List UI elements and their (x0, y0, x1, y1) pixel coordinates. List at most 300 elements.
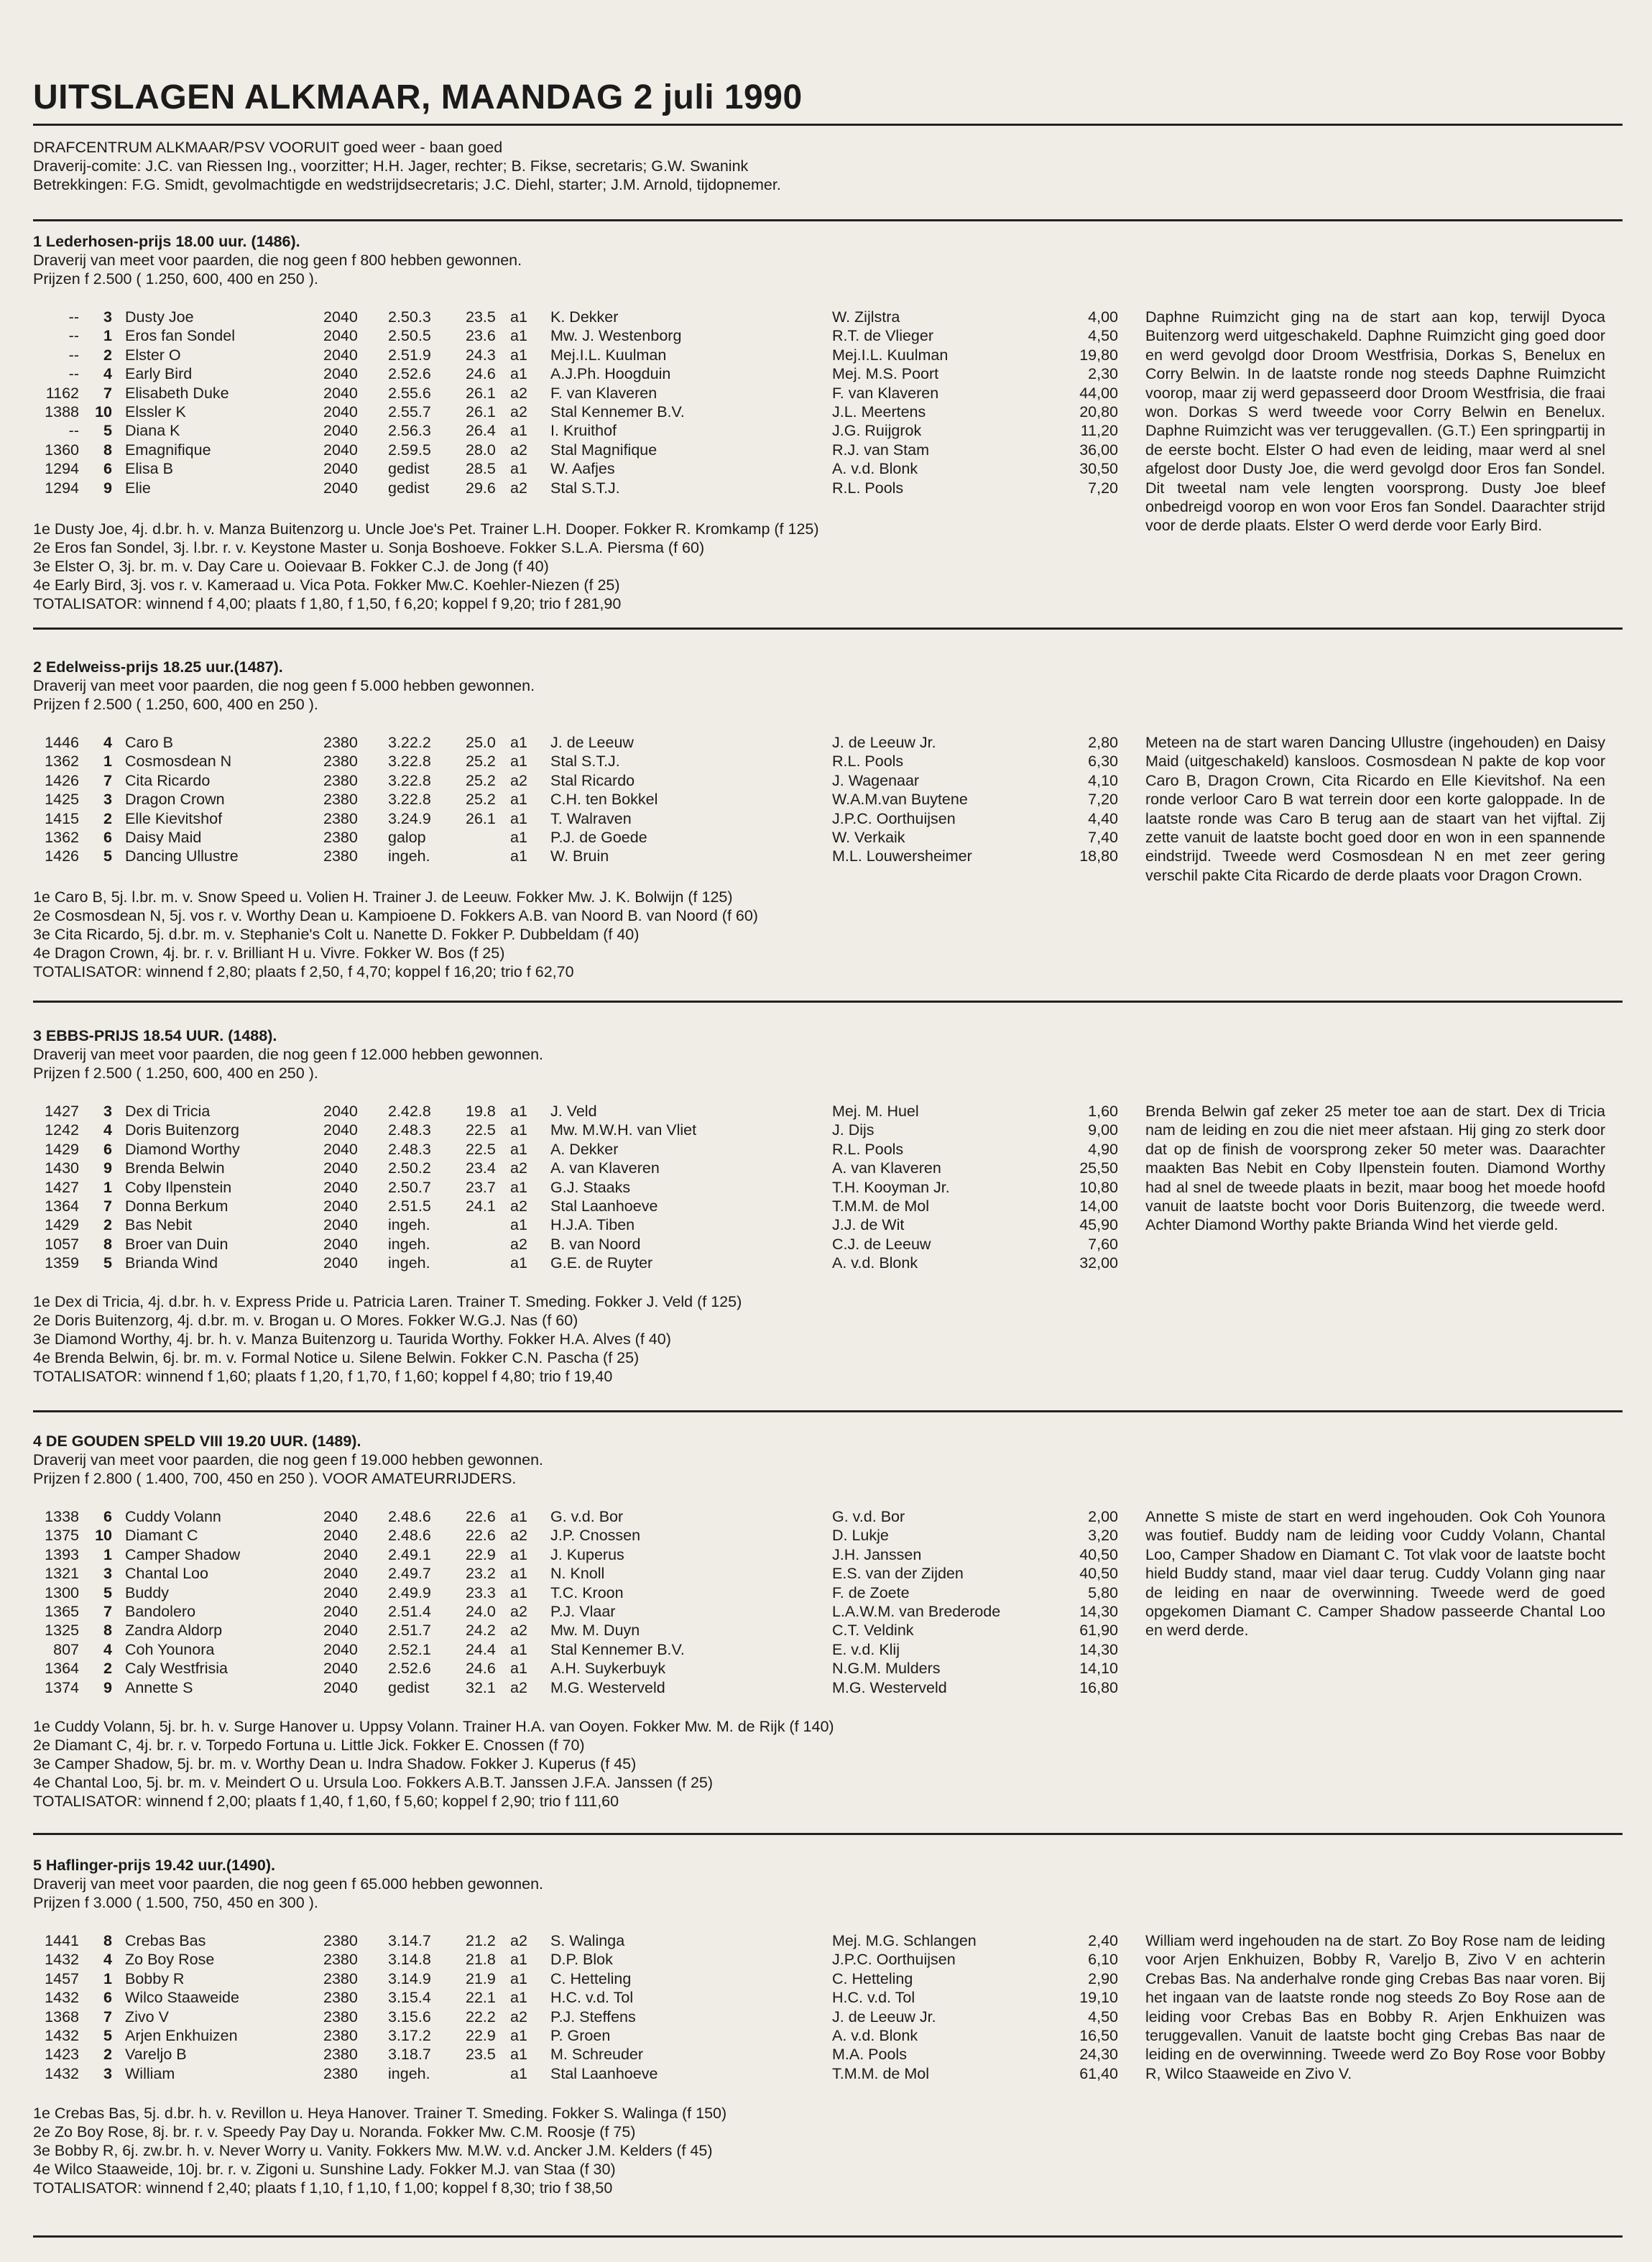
owner: A. van Klaveren (550, 1159, 660, 1177)
previous-race-number: 1415 (45, 809, 79, 827)
start-number: 5 (103, 1254, 112, 1272)
owner: Mej.I.L. Kuulman (550, 346, 667, 364)
start-number: 1 (103, 1969, 112, 1987)
start-number: 5 (103, 2026, 112, 2044)
owner: Stal S.T.J. (550, 753, 620, 771)
horse-name: Zivo V (125, 2008, 169, 2026)
horse-name: Doris Buitenzorg (125, 1121, 239, 1139)
previous-race-number: 1300 (45, 1583, 79, 1601)
distance: 2380 (323, 1989, 358, 2007)
finish-time: 2.42.8 (388, 1103, 431, 1120)
distance: 2380 (323, 753, 358, 771)
placing-line: 1e Cuddy Volann, 5j. br. h. v. Surge Hanover u. Uppsy Volann. Trainer H.A. van Ooyen. Fokker Mw. M. de Rijk (f 140) (33, 1718, 834, 1735)
start-number: 2 (103, 346, 112, 364)
odds: 7,40 (1088, 828, 1118, 846)
finish-time: 3.22.8 (388, 771, 431, 789)
distance: 2380 (323, 2026, 358, 2044)
horse-name: Eros fan Sondel (125, 327, 235, 345)
finish-time: 2.55.6 (388, 384, 431, 402)
finish-time: 3.22.8 (388, 753, 431, 771)
kilometer-time: 26.1 (466, 384, 496, 402)
owner: M. Schreuder (550, 2046, 644, 2064)
owner: M.G. Westerveld (550, 1678, 665, 1696)
divider (33, 124, 1623, 126)
finish-time: 2.48.6 (388, 1508, 431, 1525)
owner: G.J. Staaks (550, 1178, 631, 1196)
start-line: a2 (510, 479, 527, 497)
start-line: a1 (510, 1969, 527, 1987)
meeting-line: Betrekkingen: F.G. Smidt, gevolmachtigde en wedstrijdsecretaris; J.C. Diehl, starter; J.M. Arnold, tijdopnemer. (33, 176, 781, 193)
driver: J.J. de Wit (832, 1216, 905, 1234)
driver: G. v.d. Bor (832, 1508, 905, 1525)
table-row (33, 1678, 1140, 1697)
driver: J.P.C. Oorthuijsen (832, 809, 956, 827)
odds: 10,80 (1079, 1178, 1118, 1196)
start-line: a1 (510, 791, 527, 809)
finish-time: ingeh. (388, 2064, 430, 2082)
odds: 4,10 (1088, 771, 1118, 789)
start-line: a2 (510, 1622, 527, 1640)
previous-race-number: 1364 (45, 1660, 79, 1678)
distance: 2040 (323, 1640, 358, 1658)
placing-line: 2e Cosmosdean N, 5j. vos r. v. Worthy Dean u. Kampioene D. Fokkers A.B. van Noord B. van Noord (f 60) (33, 907, 758, 924)
start-line: a2 (510, 1159, 527, 1177)
start-number: 4 (103, 1121, 112, 1139)
table-row (33, 1564, 1140, 1583)
driver: R.L. Pools (832, 753, 904, 771)
owner: A.H. Suykerbuyk (550, 1660, 666, 1678)
race-report: Meteen na de start waren Dancing Ullustre (ingehouden) en Daisy Maid (uitgeschakeld) kansloos. Cosmosdean N pakte de kop voor Caro B, Dragon Crown, Cita Ricardo en Elle Kievitshof. Na een ronde verloor Caro B wat terrein door een korte galoppade. In de laatste ronde was Caro B terug aan de staart van het vijftal. Zij zette vanuit de laatste bocht goed door en won in een spannende eindstrijd. Tweede werd Cosmosdean N en met zeer gering verschil pakte Cita Ricardo de derde plaats voor Dragon Crown. (1145, 734, 1605, 884)
table-row (33, 459, 1140, 478)
start-number: 6 (103, 828, 112, 846)
previous-race-number: 1362 (45, 753, 79, 771)
distance: 2380 (323, 847, 358, 865)
race-title: 2 Edelweiss-prijs 18.25 uur.(1487). (33, 658, 283, 676)
results-table (33, 1102, 1140, 1273)
kilometer-time: 26.1 (466, 403, 496, 420)
divider (33, 1001, 1623, 1003)
start-number: 2 (103, 1660, 112, 1678)
odds: 40,50 (1079, 1545, 1118, 1563)
race-title: 1 Lederhosen-prijs 18.00 uur. (1486). (33, 233, 300, 250)
odds: 20,80 (1079, 403, 1118, 420)
start-line: a1 (510, 1545, 527, 1563)
divider (33, 1833, 1623, 1835)
odds: 14,10 (1079, 1660, 1118, 1678)
table-row (33, 441, 1140, 459)
finish-time: 3.14.9 (388, 1969, 431, 1987)
kilometer-time: 23.5 (466, 2046, 496, 2064)
divider (33, 627, 1623, 630)
finish-time: 2.51.5 (388, 1197, 431, 1215)
odds: 45,90 (1079, 1216, 1118, 1234)
previous-race-number: 1325 (45, 1622, 79, 1640)
finish-time: 2.48.6 (388, 1527, 431, 1545)
previous-race-number: 1368 (45, 2008, 79, 2026)
finish-time: 2.48.3 (388, 1121, 431, 1139)
previous-race-number: 1432 (45, 2064, 79, 2082)
owner: P. Groen (550, 2026, 611, 2044)
race-report: Annette S miste de start en werd ingehouden. Ook Coh Younora was foutief. Buddy nam de leiding voor Cuddy Volann, Chantal Loo, Camper Shadow en Diamant C. Tot vlak voor de laatste bocht hield Buddy stand, maar viel daar terug. Cuddy Volann ging naar de leiding en naar de overwinning. Tweede werd de goed opgekomen Diamant C. Camper Shadow passeerde Chantal Loo en werd derde. (1145, 1508, 1605, 1640)
previous-race-number: 1446 (45, 734, 79, 751)
distance: 2380 (323, 1951, 358, 1969)
owner: S. Walinga (550, 1932, 625, 1949)
driver: A. v.d. Blonk (832, 1254, 918, 1272)
distance: 2040 (323, 1545, 358, 1563)
start-number: 7 (103, 1197, 112, 1215)
kilometer-time: 23.4 (466, 1159, 496, 1177)
table-row (33, 1102, 1140, 1121)
divider (33, 2235, 1623, 2238)
start-line: a1 (510, 308, 527, 326)
odds: 18,80 (1079, 847, 1118, 865)
race-conditions: Draverij van meet voor paarden, die nog geen f 12.000 hebben gewonnen. (33, 1046, 544, 1063)
start-number: 8 (103, 1622, 112, 1640)
placing-line: 1e Dex di Tricia, 4j. d.br. h. v. Express Pride u. Patricia Laren. Trainer T. Smeding. Fokker J. Veld (f 125) (33, 1293, 742, 1310)
start-line: a2 (510, 1527, 527, 1545)
odds: 36,00 (1079, 441, 1118, 459)
start-number: 9 (103, 1159, 112, 1177)
driver: Mej. M.S. Poort (832, 365, 939, 383)
kilometer-time: 24.4 (466, 1640, 496, 1658)
results-table (33, 1507, 1140, 1697)
kilometer-time: 22.6 (466, 1508, 496, 1525)
odds: 4,50 (1088, 327, 1118, 345)
race-prizes: Prijzen f 3.000 ( 1.500, 750, 450 en 300 ). (33, 1894, 318, 1911)
distance: 2380 (323, 2064, 358, 2082)
placing-line: 1e Dusty Joe, 4j. d.br. h. v. Manza Buitenzorg u. Uncle Joe's Pet. Trainer L.H. Dooper. Fokker R. Kromkamp (f 125) (33, 520, 819, 538)
horse-name: Bobby R (125, 1969, 185, 1987)
kilometer-time: 25.0 (466, 734, 496, 751)
finish-time: galop (388, 828, 426, 846)
distance: 2040 (323, 1178, 358, 1196)
meeting-info (33, 138, 781, 194)
odds: 61,40 (1079, 2064, 1118, 2082)
race-prizes: Prijzen f 2.500 ( 1.250, 600, 400 en 250 ). (33, 270, 318, 288)
kilometer-time: 24.6 (466, 1660, 496, 1678)
odds: 4,90 (1088, 1140, 1118, 1158)
kilometer-time: 28.0 (466, 441, 496, 459)
kilometer-time: 29.6 (466, 479, 496, 497)
driver: J.L. Meertens (832, 403, 926, 420)
horse-name: Dex di Tricia (125, 1103, 211, 1120)
previous-race-number: 1162 (45, 384, 79, 402)
previous-race-number: 1432 (45, 1951, 79, 1969)
race-prizes: Prijzen f 2.500 ( 1.250, 600, 400 en 250 ). (33, 1065, 318, 1082)
odds: 16,50 (1079, 2026, 1118, 2044)
start-line: a1 (510, 365, 527, 383)
kilometer-time: 23.2 (466, 1565, 496, 1583)
owner: Stal Laanhoeve (550, 2064, 658, 2082)
driver: N.G.M. Mulders (832, 1660, 941, 1678)
previous-race-number: 1423 (45, 2046, 79, 2064)
distance: 2040 (323, 441, 358, 459)
driver: C. Hetteling (832, 1969, 913, 1987)
previous-race-number: 1441 (45, 1932, 79, 1949)
placing-line: 2e Eros fan Sondel, 3j. l.br. r. v. Keystone Master u. Sonja Boshoeve. Fokker S.L.A. Piersma (f 60) (33, 539, 705, 556)
race-notes (33, 888, 758, 981)
driver: E.S. van der Zijden (832, 1565, 964, 1583)
start-number: 5 (103, 422, 112, 440)
start-number: 7 (103, 1602, 112, 1620)
finish-time: 2.48.3 (388, 1140, 431, 1158)
odds: 2,40 (1088, 1932, 1118, 1949)
previous-race-number: 1427 (45, 1178, 79, 1196)
owner: H.J.A. Tiben (550, 1216, 635, 1234)
totalisator-line: TOTALISATOR: winnend f 4,00; plaats f 1,80, f 1,50, f 6,20; koppel f 9,20; trio f 281,90 (33, 595, 622, 612)
start-number: 7 (103, 2008, 112, 2026)
race-prizes: Prijzen f 2.800 ( 1.400, 700, 450 en 250 ). VOOR AMATEURRIJDERS. (33, 1470, 517, 1487)
driver: D. Lukje (832, 1527, 889, 1545)
start-number: 7 (103, 771, 112, 789)
kilometer-time: 26.1 (466, 809, 496, 827)
odds: 7,60 (1088, 1235, 1118, 1253)
previous-race-number: -- (68, 308, 79, 326)
table-row (33, 1254, 1140, 1272)
previous-race-number: 1426 (45, 771, 79, 789)
table-row (33, 1950, 1140, 1969)
start-number: 8 (103, 1235, 112, 1253)
owner: A.J.Ph. Hoogduin (550, 365, 671, 383)
horse-name: Diamond Worthy (125, 1140, 240, 1158)
odds: 16,80 (1079, 1678, 1118, 1696)
distance: 2380 (323, 734, 358, 751)
distance: 2040 (323, 384, 358, 402)
kilometer-time: 23.5 (466, 308, 496, 326)
owner: Stal Ricardo (550, 771, 635, 789)
table-row (33, 1621, 1140, 1640)
owner: Mw. M.W.H. van Vliet (550, 1121, 697, 1139)
placing-line: 3e Bobby R, 6j. zw.br. h. v. Never Worry u. Vanity. Fokkers Mw. M.W. v.d. Ancker J.M. Kelders (f 45) (33, 2142, 713, 2159)
owner: C.H. ten Bokkel (550, 791, 658, 809)
distance: 2040 (323, 1678, 358, 1696)
odds: 2,80 (1088, 734, 1118, 751)
odds: 1,60 (1088, 1103, 1118, 1120)
driver: Mej. M.G. Schlangen (832, 1932, 977, 1949)
distance: 2040 (323, 1508, 358, 1525)
start-line: a1 (510, 828, 527, 846)
finish-time: ingeh. (388, 847, 430, 865)
table-row (33, 2008, 1140, 2026)
race-conditions: Draverij van meet voor paarden, die nog geen f 65.000 hebben gewonnen. (33, 1875, 544, 1893)
race-report: William werd ingehouden na de start. Zo Boy Rose nam de leiding voor Arjen Enkhuizen, Bobby R, Vareljo B, Zivo V en achterin Crebas Bas. Na anderhalve ronde ging Crebas Bas naar voren. Bij het ingaan van de laatste ronde nog steeds Zo Boy Rose aan de leiding voor Crebas Bas en Bobby R. Arjen Enkhuizen was teruggevallen. Vanuit de laatste bocht ging Crebas Bas naar de leiding en de overwinning. Tweede werd Zo Boy Rose voor Bobby R, Wilco Staaweide en Zivo V. (1145, 1932, 1605, 2082)
race-notes (33, 520, 819, 613)
kilometer-time: 22.1 (466, 1989, 496, 2007)
odds: 7,20 (1088, 479, 1118, 497)
horse-name: Daisy Maid (125, 828, 202, 846)
finish-time: ingeh. (388, 1235, 430, 1253)
horse-name: Elie (125, 479, 151, 497)
owner: A. Dekker (550, 1140, 619, 1158)
kilometer-time: 26.4 (466, 422, 496, 440)
finish-time: 2.50.2 (388, 1159, 431, 1177)
horse-name: Donna Berkum (125, 1197, 229, 1215)
table-row (33, 1969, 1140, 1988)
start-line: a1 (510, 1103, 527, 1120)
distance: 2040 (323, 1565, 358, 1583)
distance: 2040 (323, 403, 358, 420)
start-number: 2 (103, 809, 112, 827)
start-line: a2 (510, 1235, 527, 1253)
kilometer-time: 21.2 (466, 1932, 496, 1949)
odds: 25,50 (1079, 1159, 1118, 1177)
driver: E. v.d. Klij (832, 1640, 900, 1658)
race-prizes: Prijzen f 2.500 ( 1.250, 600, 400 en 250 ). (33, 696, 318, 713)
previous-race-number: -- (68, 346, 79, 364)
owner: W. Aafjes (550, 460, 615, 478)
race-title: 4 DE GOUDEN SPELD VIII 19.20 UUR. (1489). (33, 1433, 361, 1450)
previous-race-number: 1359 (45, 1254, 79, 1272)
owner: C. Hetteling (550, 1969, 632, 1987)
driver: T.M.M. de Mol (832, 2064, 929, 2082)
distance: 2380 (323, 828, 358, 846)
horse-name: Bandolero (125, 1602, 196, 1620)
results-table (33, 308, 1140, 497)
start-number: 3 (103, 1565, 112, 1583)
start-number: 3 (103, 2064, 112, 2082)
finish-time: 2.51.4 (388, 1602, 431, 1620)
start-line: a1 (510, 327, 527, 345)
driver: R.L. Pools (832, 479, 904, 497)
horse-name: Cita Ricardo (125, 771, 211, 789)
start-line: a1 (510, 1140, 527, 1158)
finish-time: ingeh. (388, 1254, 430, 1272)
previous-race-number: -- (68, 327, 79, 345)
driver: J.G. Ruijgrok (832, 422, 922, 440)
horse-name: Elisa B (125, 460, 173, 478)
owner: K. Dekker (550, 308, 619, 326)
finish-time: 2.49.7 (388, 1565, 431, 1583)
race-header (33, 658, 1623, 714)
horse-name: Dancing Ullustre (125, 847, 239, 865)
start-line: a1 (510, 2046, 527, 2064)
owner: G.E. de Ruyter (550, 1254, 653, 1272)
horse-name: Caro B (125, 734, 173, 751)
driver: W. Zijlstra (832, 308, 900, 326)
table-row (33, 346, 1140, 364)
horse-name: Elster O (125, 346, 181, 364)
distance: 2040 (323, 365, 358, 383)
finish-time: ingeh. (388, 1216, 430, 1234)
horse-name: Elle Kievitshof (125, 809, 223, 827)
start-line: a1 (510, 346, 527, 364)
start-line: a1 (510, 1254, 527, 1272)
finish-time: 2.50.5 (388, 327, 431, 345)
table-row (33, 1659, 1140, 1678)
kilometer-time: 22.5 (466, 1140, 496, 1158)
table-row (33, 2064, 1140, 2083)
start-line: a2 (510, 1678, 527, 1696)
odds: 32,00 (1079, 1254, 1118, 1272)
finish-time: gedist (388, 1678, 430, 1696)
kilometer-time: 24.1 (466, 1197, 496, 1215)
finish-time: 2.52.6 (388, 1660, 431, 1678)
owner: T.C. Kroon (550, 1583, 624, 1601)
race-3 (33, 1026, 1623, 1385)
distance: 2040 (323, 327, 358, 345)
race-header (33, 1856, 1623, 1912)
horse-name: Coby Ilpenstein (125, 1178, 232, 1196)
previous-race-number: 1365 (45, 1602, 79, 1620)
horse-name: Elssler K (125, 403, 186, 420)
owner: J. de Leeuw (550, 734, 634, 751)
finish-time: 2.51.7 (388, 1622, 431, 1640)
finish-time: 3.18.7 (388, 2046, 431, 2064)
previous-race-number: -- (68, 422, 79, 440)
kilometer-time: 23.7 (466, 1178, 496, 1196)
owner: H.C. v.d. Tol (550, 1989, 634, 2007)
horse-name: Brenda Belwin (125, 1159, 225, 1177)
table-row (33, 1140, 1140, 1159)
odds: 30,50 (1079, 460, 1118, 478)
distance: 2040 (323, 1622, 358, 1640)
finish-time: 2.49.9 (388, 1583, 431, 1601)
finish-time: 2.55.7 (388, 403, 431, 420)
totalisator-line: TOTALISATOR: winnend f 2,40; plaats f 1,10, f 1,10, f 1,00; koppel f 8,30; trio f 38,50 (33, 2179, 613, 2197)
table-row (33, 1159, 1140, 1177)
odds: 19,10 (1079, 1989, 1118, 2007)
horse-name: Dragon Crown (125, 791, 225, 809)
driver: C.J. de Leeuw (832, 1235, 931, 1253)
start-number: 4 (103, 365, 112, 383)
distance: 2040 (323, 1103, 358, 1120)
horse-name: William (125, 2064, 175, 2082)
table-row (33, 809, 1140, 828)
finish-time: 3.22.2 (388, 734, 431, 751)
horse-name: Cuddy Volann (125, 1508, 221, 1525)
kilometer-time: 22.6 (466, 1527, 496, 1545)
table-row (33, 847, 1140, 865)
start-number: 4 (103, 734, 112, 751)
kilometer-time: 25.2 (466, 771, 496, 789)
distance: 2040 (323, 1254, 358, 1272)
finish-time: 2.52.6 (388, 365, 431, 383)
start-number: 9 (103, 479, 112, 497)
owner: Stal Magnifique (550, 441, 657, 459)
horse-name: Bas Nebit (125, 1216, 193, 1234)
placing-line: 2e Diamant C, 4j. br. r. v. Torpedo Fortuna u. Little Jick. Fokker E. Cnossen (f 70) (33, 1737, 585, 1754)
race-report: Daphne Ruimzicht ging na de start aan kop, terwijl Dyoca Buitenzorg werd uitgeschakeld. Daphne Ruimzicht ging goed door en werd gevolgd door Droom Westfrisia, Dorkas S, Benelux en Corry Belwin. In de laatste ronde nog steeds Daphne Ruimzicht voorop, maar zij werd gepasseerd door Droom Westfrisia, die fraai won. Dorkas S werd tweede voor Corry Belwin en Benelux. Daphne Ruimzicht was ver teruggevallen. (G.T.) Een springpartij in de eerste bocht. Elster O had even de leiding, maar werd al snel afgelost door Dusty Joe, die werd gevolgd door Eros fan Sondel. Dit tweetal nam vele lengten voorsprong. Dusty Joe bleef onbedreigd voorop en won voor Eros fan Sondel. Daarachter strijd voor de derde plaats. Elster O werd derde voor Early Bird. (1145, 308, 1605, 535)
start-line: a1 (510, 2064, 527, 2082)
start-number: 9 (103, 1678, 112, 1696)
owner: Stal Laanhoeve (550, 1197, 658, 1215)
odds: 14,30 (1079, 1640, 1118, 1658)
race-header (33, 1432, 1623, 1488)
driver: F. de Zoete (832, 1583, 910, 1601)
driver: A. van Klaveren (832, 1159, 941, 1177)
horse-name: Coh Younora (125, 1640, 215, 1658)
start-number: 5 (103, 847, 112, 865)
driver: M.A. Pools (832, 2046, 907, 2064)
odds: 6,30 (1088, 753, 1118, 771)
kilometer-time: 28.5 (466, 460, 496, 478)
race-report: Brenda Belwin gaf zeker 25 meter toe aan de start. Dex di Tricia nam de leiding en zou die niet meer afstaan. Hij ging zo sterk door dat op de finish de voorsprong zeker 50 meter was. Daarachter maakten Bas Nebit en Coby Ilpenstein fouten. Diamond Worthy had al snel de tweede plaats in bezit, maar boog het moede hoofd vanuit de laatste bocht voor Doris Buitenzorg, die tweede werd. Achter Diamond Worthy pakte Brianda Wind het vierde geld. (1145, 1103, 1605, 1234)
distance: 2380 (323, 2008, 358, 2026)
table-row (33, 2045, 1140, 2064)
driver: T.H. Kooyman Jr. (832, 1178, 950, 1196)
finish-time: 3.14.7 (388, 1932, 431, 1949)
start-number: 2 (103, 2046, 112, 2064)
kilometer-time: 21.9 (466, 1969, 496, 1987)
race-conditions: Draverij van meet voor paarden, die nog geen f 5.000 hebben gewonnen. (33, 677, 535, 694)
placing-line: 4e Chantal Loo, 5j. br. m. v. Meindert O u. Ursula Loo. Fokkers A.B.T. Janssen J.F.A. Janssen (f 25) (33, 1774, 714, 1791)
placing-line: 3e Camper Shadow, 5j. br. m. v. Worthy Dean u. Indra Shadow. Fokker J. Kuperus (f 45) (33, 1755, 637, 1773)
distance: 2380 (323, 2046, 358, 2064)
race-notes (33, 1292, 742, 1386)
horse-name: Early Bird (125, 365, 193, 383)
start-line: a1 (510, 1565, 527, 1583)
previous-race-number: 1432 (45, 2026, 79, 2044)
